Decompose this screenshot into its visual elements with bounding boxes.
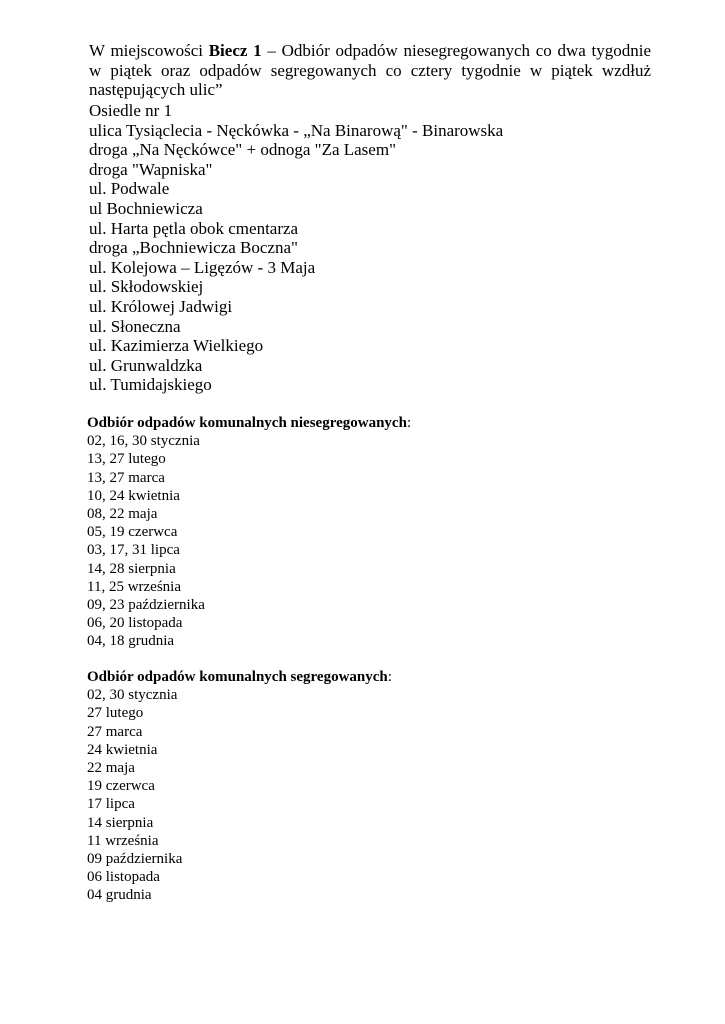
collection-date: 09, 23 października	[87, 597, 205, 614]
street-item: droga „Bochniewicza Boczna"	[89, 238, 298, 258]
street-item: ul. Tumidajskiego	[89, 375, 212, 395]
collection-date: 14, 28 sierpnia	[87, 560, 176, 577]
collection-date: 14 sierpnia	[87, 814, 154, 831]
street-item: ul Bochniewicza	[89, 198, 203, 218]
collection-date: 22 maja	[87, 760, 135, 777]
collection-date: 13, 27 lutego	[87, 451, 166, 468]
collection-date: 11, 25 września	[87, 578, 181, 595]
street-list	[89, 101, 503, 395]
collection-date: 24 kwietnia	[87, 741, 158, 758]
unsegregated-heading-text: Odbiór odpadów komunalnych niesegregowanych	[87, 415, 407, 431]
collection-date: 05, 19 czerwca	[87, 524, 178, 541]
unsegregated-heading-colon: :	[406, 415, 412, 431]
collection-date: 08, 22 maja	[87, 506, 158, 523]
collection-date: 06 listopada	[87, 869, 160, 886]
collection-date: 04, 18 grudnia	[87, 633, 175, 650]
collection-date: 06, 20 listopada	[87, 615, 183, 632]
intro-text: – Odbiór odpadów niesegregowanych co dwa tygodnie w piątek oraz odpadów segregowanych co cztery tygodnie w piątek wzdłuż następujących ulic”	[89, 41, 651, 100]
street-item: Osiedle nr 1	[89, 101, 173, 120]
collection-date: 03, 17, 31 lipca	[87, 542, 180, 559]
street-item: ul. Grunwaldzka	[89, 355, 203, 375]
street-item: ulica Tysiąclecia - Nęckówka - „Na Binarową" - Binarowska	[89, 120, 504, 140]
street-item: ul. Kolejowa – Ligęzów - 3 Maja	[89, 257, 316, 277]
segregated-heading	[87, 668, 392, 686]
segregated-heading-text: Odbiór odpadów komunalnych segregowanych	[87, 669, 388, 685]
collection-date: 04 grudnia	[87, 887, 152, 904]
collection-date: 09 października	[87, 851, 183, 868]
unsegregated-heading	[87, 414, 411, 432]
collection-date: 02, 30 stycznia	[87, 687, 178, 704]
town-name: Biecz 1	[208, 41, 262, 60]
street-item: ul. Słoneczna	[89, 316, 181, 336]
street-item: droga "Wapniska"	[89, 159, 213, 179]
unsegregated-schedule	[87, 414, 411, 651]
collection-date: 11 września	[87, 832, 159, 849]
collection-date: 27 lutego	[87, 705, 144, 722]
intro-paragraph	[89, 41, 651, 100]
collection-date: 17 lipca	[87, 796, 135, 813]
segregated-schedule	[87, 668, 392, 905]
street-item: droga „Na Nęckówce" + odnoga "Za Lasem"	[89, 140, 397, 160]
intro-prefix: W miejscowości	[89, 41, 209, 60]
segregated-heading-colon: :	[387, 669, 392, 685]
collection-date: 19 czerwca	[87, 778, 155, 795]
street-item: ul. Podwale	[89, 179, 170, 199]
collection-date: 02, 16, 30 stycznia	[87, 433, 200, 450]
collection-date: 10, 24 kwietnia	[87, 487, 180, 504]
collection-date: 13, 27 marca	[87, 469, 165, 486]
street-item: ul. Kazimierza Wielkiego	[89, 336, 264, 356]
street-item: ul. Królowej Jadwigi	[89, 296, 233, 316]
street-item: ul. Harta pętla obok cmentarza	[89, 218, 299, 238]
collection-date: 27 marca	[87, 723, 143, 740]
street-item: ul. Skłodowskiej	[89, 277, 204, 297]
